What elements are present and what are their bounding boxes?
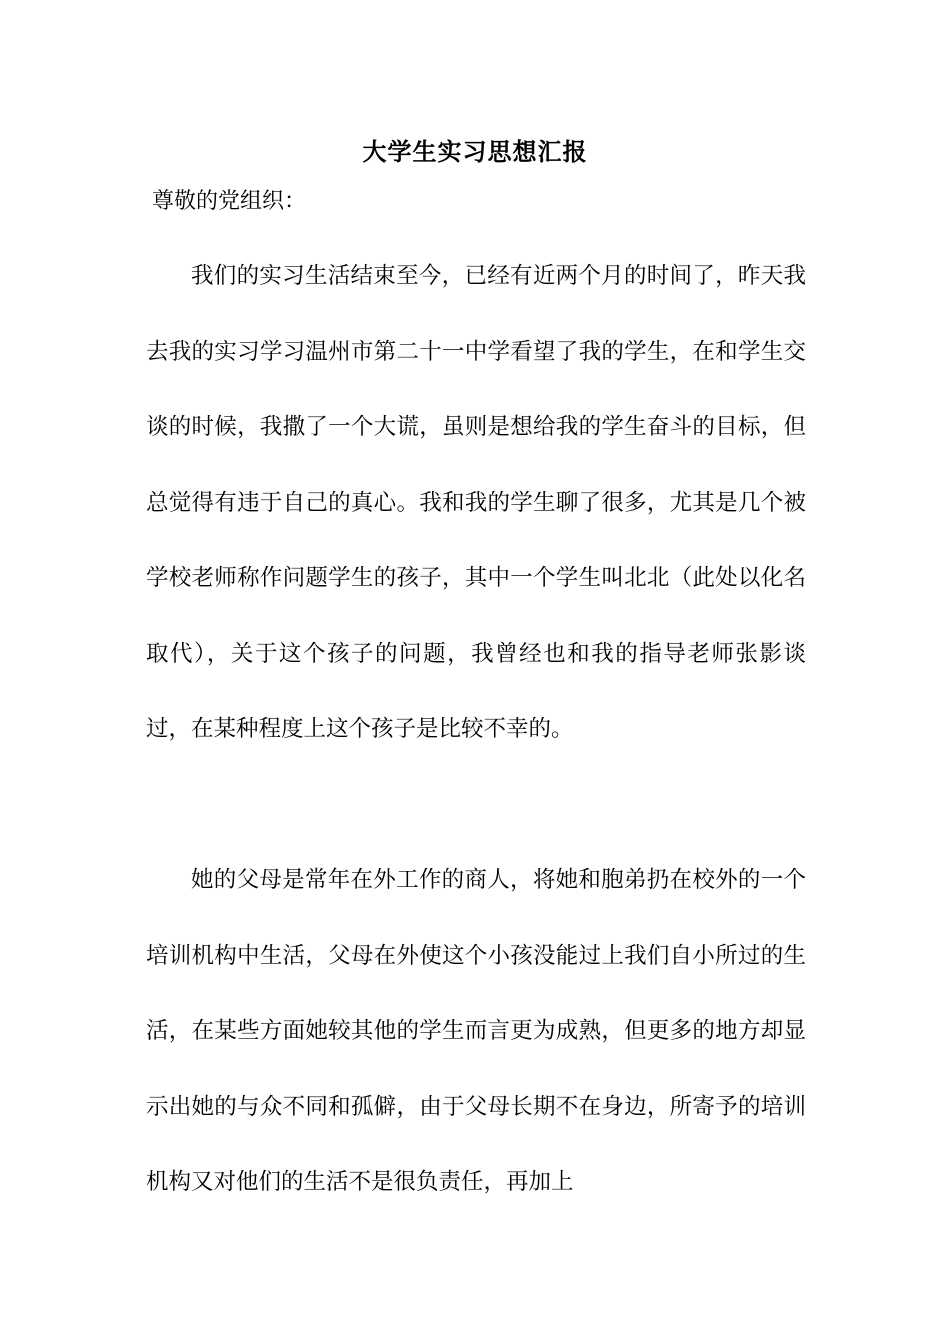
paragraph-1: 我们的实习生活结束至今，已经有近两个月的时间了，昨天我去我的实习学习温州市第二十一中学看望了我的学生，在和学生交谈的时候，我撒了一个大谎，虽则是想给我的学生奋斗的目标，但总觉得有违于自己的真心。我和我的学生聊了很多，尤其是几个被学校老师称作问题学生的孩子，其中一个学生叫北北（此处以化名取代），关于这个孩子的问题，我曾经也和我的指导老师张影谈过，在某种程度上这个孩子是比较不幸的。: [146, 263, 806, 742]
document-title: 大学生实习思想汇报: [362, 137, 588, 166]
paragraph-2: 她的父母是常年在外工作的商人，将她和胞弟扔在校外的一个培训机构中生活，父母在外使这个小孩没能过上我们自小所过的生活，在某些方面她较其他的学生而言更为成熟，但更多的地方却显示出她的与众不同和孤僻，由于父母长期不在身边，所寄予的培训机构又对他们的生活不是很负责任，再加上: [146, 867, 806, 1195]
salutation: 尊敬的党组织：: [152, 189, 307, 214]
